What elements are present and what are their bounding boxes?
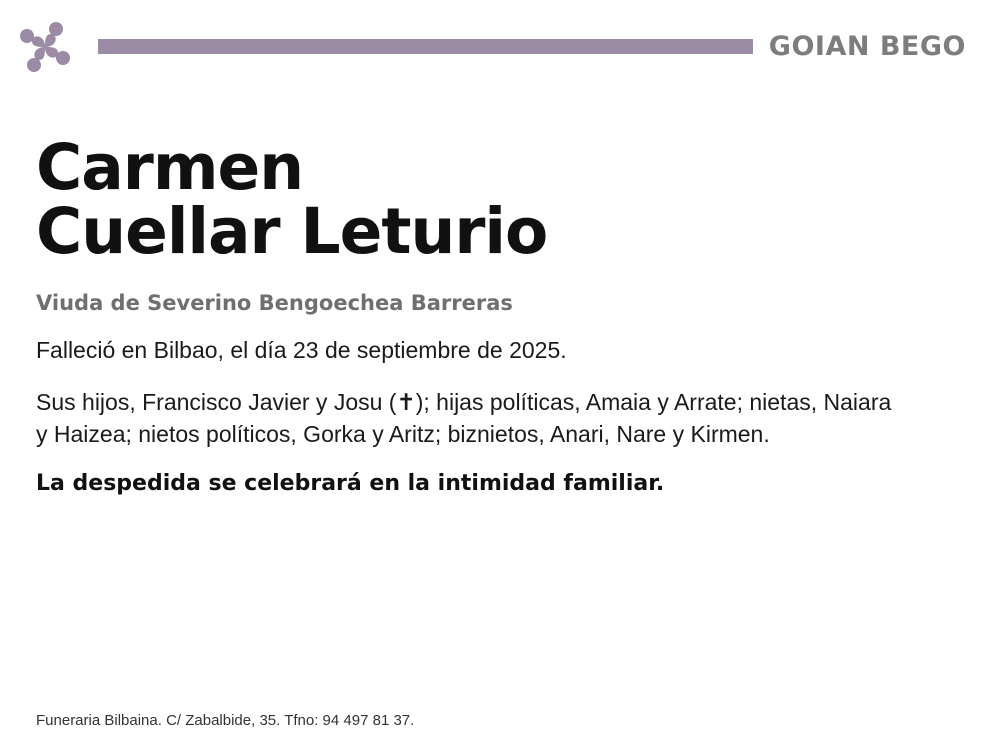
deceased-name-line-2: Cuellar Leturio bbox=[36, 195, 548, 269]
lauburu-basque-cross-icon bbox=[14, 16, 76, 78]
header-title: GOIAN BEGO bbox=[768, 30, 966, 62]
deceased-name-line-1: Carmen bbox=[36, 131, 304, 204]
farewell-statement: La despedida se celebrará en la intimidad familiar. bbox=[36, 470, 665, 496]
header-rule-divider bbox=[98, 39, 753, 54]
notice-header bbox=[0, 0, 984, 92]
spouse-relation: Viuda de Severino Bengoechea Barreras bbox=[36, 290, 513, 315]
deceased-name bbox=[36, 131, 948, 269]
notice-content bbox=[0, 92, 984, 496]
death-info: Falleció en Bilbao, el día 23 de septiembre de 2025. bbox=[36, 336, 567, 363]
funeral-home-info: Funeraria Bilbaina. C/ Zabalbide, 35. Tfno: 94 497 81 37. bbox=[36, 712, 415, 729]
family-survivors: Sus hijos, Francisco Javier y Josu (✝); hijas políticas, Amaia y Arrate; nietas, Naiara y Haizea; nietos políticos, Gorka y Aritz; biznietos, Anari, Nare y Kirmen. bbox=[36, 388, 892, 448]
